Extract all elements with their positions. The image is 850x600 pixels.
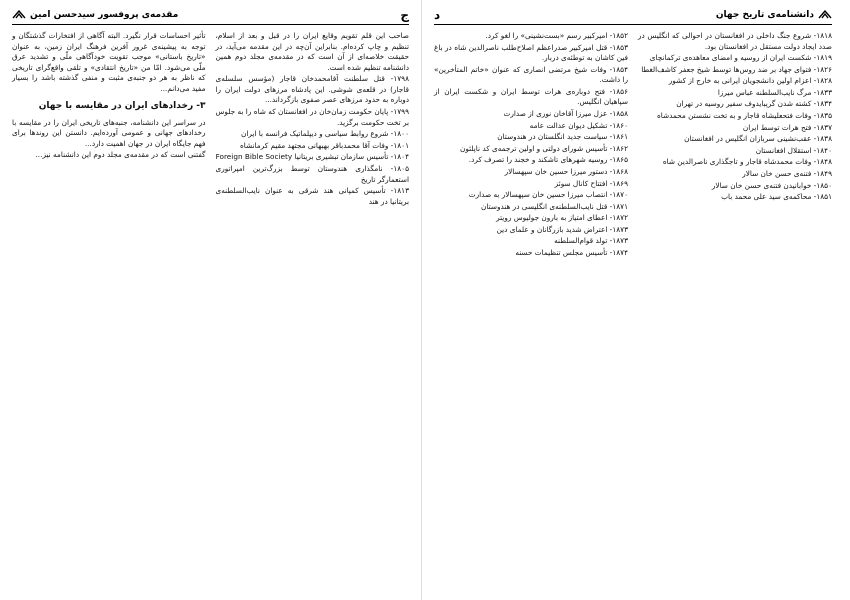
right-page-right-column (638, 31, 832, 260)
left-page-columns (12, 31, 409, 208)
timeline-entry: ۱۸۵۲- امیرکبیر رسم «بست‌نشینی» را لغو کرد. (485, 31, 628, 40)
section-heading: ۳- رخدادهای ایران در مقایسه با جهان (38, 101, 206, 112)
paragraph: در سراسر این دانشنامه، جنبه‌های تاریخی ایران را در مقایسه با رخدادهای جهانی و عمومی آورده‌ایم. دانستن این روندها برای فهم جایگاه ایران در جهان اهمیت دارد... (12, 117, 206, 148)
timeline-entry: ۱۸۱۸- شروع جنگ داخلی در افغانستان در احوالی که انگلیس در صدد ایجاد دولت مستقل در افغانستان بود. (638, 31, 832, 51)
timeline-entry: ۱۸۷۳- اعتراض شدید بازرگانان و علمای دین (496, 224, 628, 234)
right-page (422, 0, 844, 600)
right-page-title: دانشنامه‌ی تاریخ جهان (715, 10, 814, 20)
timeline-entry: ۱۸۷۱- قتل نایب‌السلطنه‌ی انگلیسی در هندوستان (481, 201, 628, 211)
paragraph: ۱۸۰۱- وفات آقا محمدباقر بهبهانی مجتهد مقیم کرمانشاه (239, 140, 409, 150)
paragraph: ۱۷۹۸- قتل سلطنت آقامحمدخان قاجار (مؤسس سلسله‌ی قاجار) در قلعه‌ی شوشی. این پادشاه مرزهای دولت ایران را دوباره به حدود مرزهای عصر صفوی بازگرداند... (215, 74, 409, 105)
paragraph: گفتنی است که در مقدمه‌ی مجلد دوم این دانشنامه نیز... (35, 150, 206, 160)
timeline-entry: ۱۸۶۰- تشکیل دیوان عدالت عامه (529, 120, 628, 130)
timeline-entry: ۱۸۴۹- فتنه‌ی حسن خان سالار (742, 168, 832, 178)
timeline-entry: ۱۸۳۴- کشته شدن گریبایدوف سفیر روسیه در تهران (676, 99, 832, 109)
left-page-title: مقدمه‌ی پروفسور سید‌حسن امین (30, 10, 179, 20)
right-page-columns (434, 31, 832, 260)
timeline-entry: ۱۸۶۱- سیاست جدید انگلستان در هندوستان (497, 132, 628, 142)
left-page-right-column (216, 31, 410, 208)
book-logo-icon (818, 10, 832, 20)
timeline-entry: ۱۸۳۵- وفات فتحعلیشاه قاجار و به تخت نشستن محمدشاه (656, 111, 832, 121)
timeline-entry: ۱۸۴۰- استقلال افغانستان (755, 145, 832, 155)
book-logo-icon (12, 10, 26, 20)
right-page-running-title (716, 10, 832, 20)
timeline-entry: ۱۸۳۷- فتح هرات توسط ایران (742, 122, 832, 132)
paragraph: ۱۸۰۴- تأسیس سازمان تبشیری بریتانیا Foreign Bible Society (215, 152, 409, 162)
timeline-entry: ۱۸۵۸- عزل میرزا آقاخان نوری از صدارت (503, 109, 628, 119)
timeline-entry: ۱۸۵۱- محاکمه‌ی سید علی محمد باب (721, 192, 832, 202)
left-page-running-title (12, 10, 178, 20)
timeline-entry: ۱۸۲۶- فتوای جهاد بر ضد روس‌ها توسط شیخ جعفر کاشف‌الغطا (641, 64, 832, 74)
timeline-entry: ۱۸۲۸- اعزام اولین دانشجویان ایرانی به خارج از کشور (668, 76, 832, 86)
right-page-left-column (434, 31, 628, 260)
timeline-entry: ۱۸۷۳- تولد قوام‌السلطنه (554, 236, 628, 246)
timeline-entry: ۱۸۵۴- وفات شیخ مرتضی انصاری که عنوان «خاتم المتأخرین» را داشت. (434, 64, 628, 85)
timeline-entry: ۱۸۱۹- شکست ایران از روسیه و امضای معاهده‌ی ترکمانچای (649, 53, 832, 63)
left-page-left-column (12, 31, 206, 208)
paragraph: تأثیر احساسات قرار نگیرد. البته آگاهی از افتخارات گذشتگان و توجه به پیشینه‌ی غرور آفرین فرهنگ ایران زمین، به عنوان «تاریخ باستانی» موجب تقویت خودآگاهی ملّی و تشدید عرق ملّی می‌شود. امّا من «تاریخ انتقادی» و تلقی واقع‌گرای تاریخی که ناظر به هر دو جنبه‌ی مثبت و منفی گذشته باشد را بسیار مفید می‌دانم... (12, 31, 206, 93)
paragraph: ۱۷۹۹- پایان حکومت زمان‌خان در افغانستان که شاه را به جلوس بر تخت حکومت برگزید. (215, 107, 409, 127)
timeline-entry: ۱۸۵۶- فتح دوباره‌ی هرات توسط ایران و شکست ایران از سپاهیان انگلیس. (434, 86, 628, 107)
timeline-entry: ۱۸۷۲- اعطای امتیاز به بارون جولیوس رویتر (496, 213, 628, 223)
timeline-entry: ۱۸۶۸- دستور میرزا حسین خان سپهسالار (504, 166, 628, 176)
timeline-entry: ۱۸۴۸- وفات محمدشاه قاجار و تاجگذاری ناصرالدین شاه (662, 157, 832, 167)
timeline-entry: ۱۸۶۹- افتتاح کانال سوئز (554, 178, 628, 188)
left-page-header (12, 6, 409, 25)
paragraph: ۱۸۰۰- شروع روابط سیاسی و دیپلماتیک فرانسه با ایران (240, 129, 409, 139)
timeline-entry: ۱۸۷۰- انتصاب میرزا حسین خان سپهسالار به صدارت (468, 190, 628, 200)
paragraph: صاحب این قلم تقویم وقایع ایران را در قبل و بعد از اسلام، تنظیم و چاپ کرده‌ام. بنابراین آن‌چه در این مقدمه می‌آید، در حقیقت خلاصه‌ای از آن است که در مقدمه‌ی مجلد دوم همین دانشنامه تنظیم شده است. (215, 31, 409, 72)
timeline-entry: ۱۸۵۳- قتل امیرکبیر صدراعظم اصلاح‌طلب ناصرالدین شاه در باغ فین کاشان به توطئه‌ی دربار. (434, 42, 628, 63)
left-page-number: ج (400, 8, 409, 22)
right-page-number: د (434, 8, 441, 22)
right-page-header (434, 6, 832, 25)
paragraph: ۱۸۰۵- نامگذاری هندوستان توسط بزرگ‌ترین امپراتوری استعمارگر تاریخ (215, 163, 409, 184)
timeline-entry: ۱۸۷۴- تأسیس مجلس تنظیمات حسنه (515, 247, 628, 257)
timeline-entry: ۱۸۶۲- تأسیس شورای دولتی و اولین ترجمه‌ی کد ناپلئون (460, 143, 628, 153)
timeline-entry: ۱۸۳۸- عقب‌نشینی سربازان انگلیس در افغانستان (684, 134, 832, 144)
timeline-entry: ۱۸۵۰- خوابانیدن فتنه‌ی حسن خان سالار (711, 180, 832, 190)
left-page (0, 0, 422, 600)
timeline-entry: ۱۸۳۳- مرگ نایب‌السلطنه عباس میرزا (717, 87, 832, 97)
paragraph: ۱۸۱۳- تأسیس کمپانی هند شرقی به عنوان نایب‌السلطنه‌ی بریتانیا در هند (215, 186, 409, 206)
timeline-entry: ۱۸۶۵- روسیه شهرهای تاشکند و خجند را تصرف کرد. (468, 155, 628, 165)
